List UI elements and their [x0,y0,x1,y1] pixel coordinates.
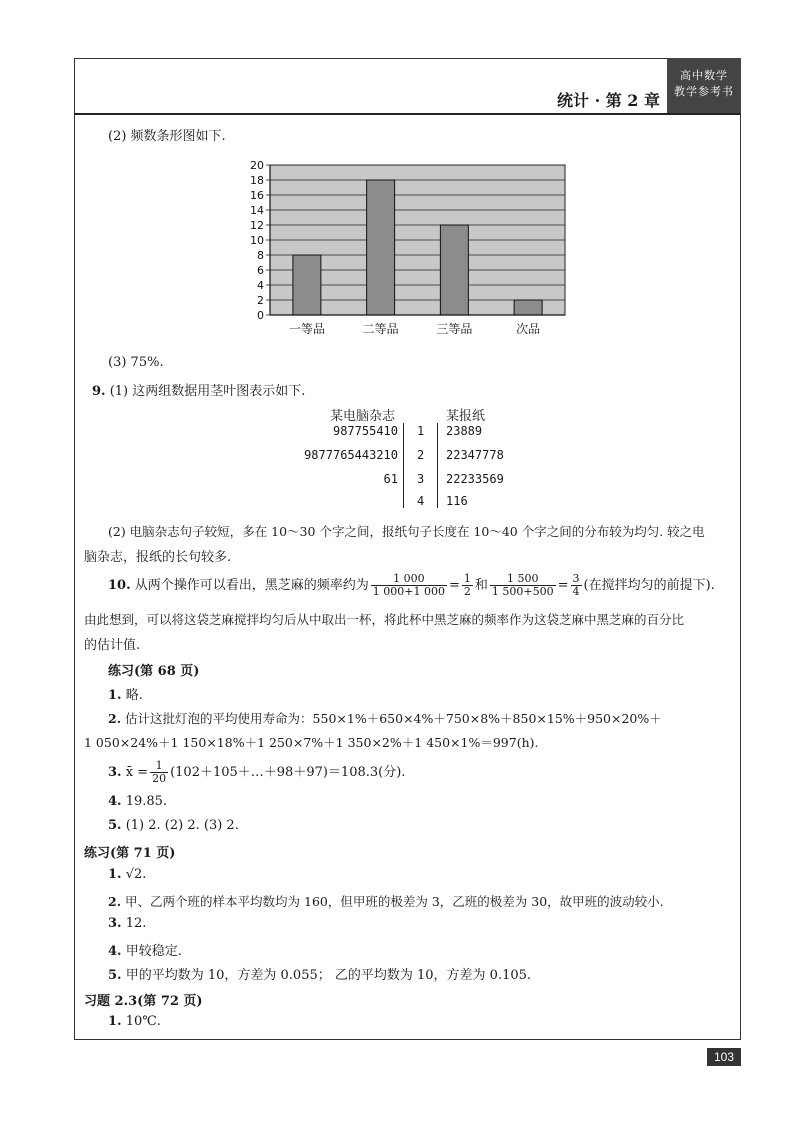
fraction-numerator: 1 000 [371,573,447,586]
q9-part1: (1) 这两组数据用茎叶图表示如下. [109,384,306,399]
y-tick-label: 16 [250,189,264,202]
answer-text: 略. [125,688,143,703]
answer-text: (102＋105＋…＋98＋97)＝108.3(分). [170,765,406,780]
answer-label: 5. [108,968,122,983]
q9-part2-line1: (2) 电脑杂志句子较短，多在 10～30 个字之间，报纸句子长度在 10～40 个字之间的分布较为均匀. 较之电 [108,524,705,539]
y-tick-label: 12 [250,219,264,232]
ex71-answer-4 [108,940,182,959]
stemleaf-right-leaves: 22233569 [446,472,504,486]
q10-text-a: 从两个操作可以看出，黑芝麻的频率约为 [134,578,369,593]
ex68-answer-2-line2: 1 050×24%＋1 150×18%＋1 250×7%＋1 350×2%＋1 450×1%＝997(h). [84,735,539,750]
header-rule [74,113,741,115]
answer-text: 甲较稳定. [125,944,182,959]
part-2-heading: (2) 频数条形图如下. [108,129,226,144]
q10-line3: 的估计值. [84,638,141,653]
fraction [571,573,582,598]
stemleaf-left-leaves: 9877765443210 [304,448,398,462]
y-tick-label: 4 [257,279,264,292]
y-tick-label: 8 [257,249,264,262]
ex68-answer-5 [108,818,239,833]
exercise-set-title: 习题 2.3(第 72 页) [84,994,203,1009]
answer-label: 2. [108,711,122,726]
ex71-answer-3 [108,916,146,931]
ex71-answer-2 [108,892,664,910]
stemleaf-divider-left [403,423,404,508]
ex71-answer-5 [108,964,531,983]
badge-line-2: 教学参考书 [674,85,734,98]
page-number: 103 [707,1048,741,1066]
stemleaf-right-leaves: 116 [446,494,468,508]
answer-label: 1. [108,1014,122,1029]
answer-text: (1) 2. (2) 2. (3) 2. [125,818,239,833]
fraction-numerator: 1 500 [490,573,556,586]
and-word: 和 [474,578,488,593]
y-tick-label: 2 [257,294,264,307]
q10-text-b: (在搅拌均匀的前提下). [583,578,715,593]
answer-label: 3. [108,765,122,780]
bar [514,300,542,315]
q9-label: 9. [92,384,106,399]
fraction [490,573,556,598]
fraction-denominator: 1 500+500 [491,585,554,598]
fraction-denominator: 20 [152,772,167,785]
answer-label: 2. [108,894,122,909]
answer-label: 1. [108,688,122,703]
stemleaf-left-header: 某电脑杂志 [330,409,396,424]
stemleaf-right-leaves: 23889 [446,424,483,438]
answer-text: 10℃. [125,1014,161,1029]
fraction-numerator: 3 [572,572,580,585]
answer-text: 19.85. [125,794,168,809]
fraction-denominator: 2 [463,585,471,598]
chapter-title: 统计 · 第 2 章 [557,91,660,110]
x-tick-label: 一等品 [288,322,325,336]
fraction [462,573,473,598]
q9-text [92,380,305,399]
answer-label: 3. [108,916,122,931]
stemleaf-stem: 3 [417,472,425,486]
y-tick-label: 0 [257,309,264,322]
badge-line-1: 高中数学 [680,69,728,82]
mean-symbol: x̄ = [125,765,149,780]
bar [440,225,468,315]
stemleaf-stem: 1 [417,424,425,438]
fraction [150,760,168,785]
answer-text: 甲的平均数为 10，方差为 0.055； 乙的平均数为 10，方差为 0.105. [125,968,532,983]
hw-answer-1 [108,1014,161,1029]
bar [293,255,321,315]
book-badge [667,58,741,113]
ex68-answer-1 [108,684,143,703]
answer-text: √2. [125,867,147,882]
answer-text: 甲、乙两个班的样本平均数均为 160，但甲班的极差为 3，乙班的极差为 30，故甲班的波动较小. [125,894,664,909]
stemleaf-right-header: 某报纸 [446,409,486,424]
answer-text: 12. [125,916,147,931]
fraction-denominator: 1 000+1 000 [372,585,445,598]
bar-chart [240,155,580,345]
q10-line1 [108,573,715,598]
equals-sign: = [557,578,569,593]
ex68-answer-3 [108,760,405,785]
part-3-answer: (3) 75%. [108,355,164,370]
stemleaf-left-leaves: 61 [383,472,398,486]
stemleaf-right-leaves: 22347778 [446,448,504,462]
y-tick-label: 14 [250,204,264,217]
stemleaf-divider-right [437,423,438,508]
bar [367,180,395,315]
q10-label: 10. [108,578,131,593]
y-tick-label: 10 [250,234,264,247]
exercise-71-title: 练习(第 71 页) [84,846,176,861]
y-tick-label: 20 [250,159,264,172]
q9-part2-line2: 脑杂志，报纸的长句较多. [84,550,232,565]
ex68-answer-4 [108,794,167,809]
answer-text: 估计这批灯泡的平均使用寿命为：550×1%＋650×4%＋750×8%＋850×15%＋950×20%＋ [125,711,662,726]
ex68-answer-2-line1 [108,709,662,727]
answer-label: 1. [108,867,122,882]
stemleaf-stem: 4 [417,494,425,508]
equals-sign: = [448,578,460,593]
exercise-68-title: 练习(第 68 页) [108,664,200,679]
stemleaf-left-leaves: 987755410 [332,424,398,438]
fraction [371,573,447,598]
x-tick-label: 二等品 [362,322,399,336]
y-tick-label: 6 [257,264,264,277]
answer-label: 4. [108,794,122,809]
answer-label: 5. [108,818,122,833]
ex71-answer-1 [108,867,146,882]
fraction-numerator: 1 [150,760,168,773]
fraction-denominator: 4 [572,585,580,598]
y-tick-label: 18 [250,174,264,187]
x-tick-label: 三等品 [436,322,473,336]
q10-line2: 由此想到，可以将这袋芝麻搅拌均匀后从中取出一杯，将此杯中黑芝麻的频率作为这袋芝麻中黑芝麻的百分比 [84,612,685,627]
fraction-numerator: 1 [463,572,471,585]
answer-label: 4. [108,944,122,959]
stemleaf-stem: 2 [417,448,425,462]
x-tick-label: 次品 [516,322,541,336]
